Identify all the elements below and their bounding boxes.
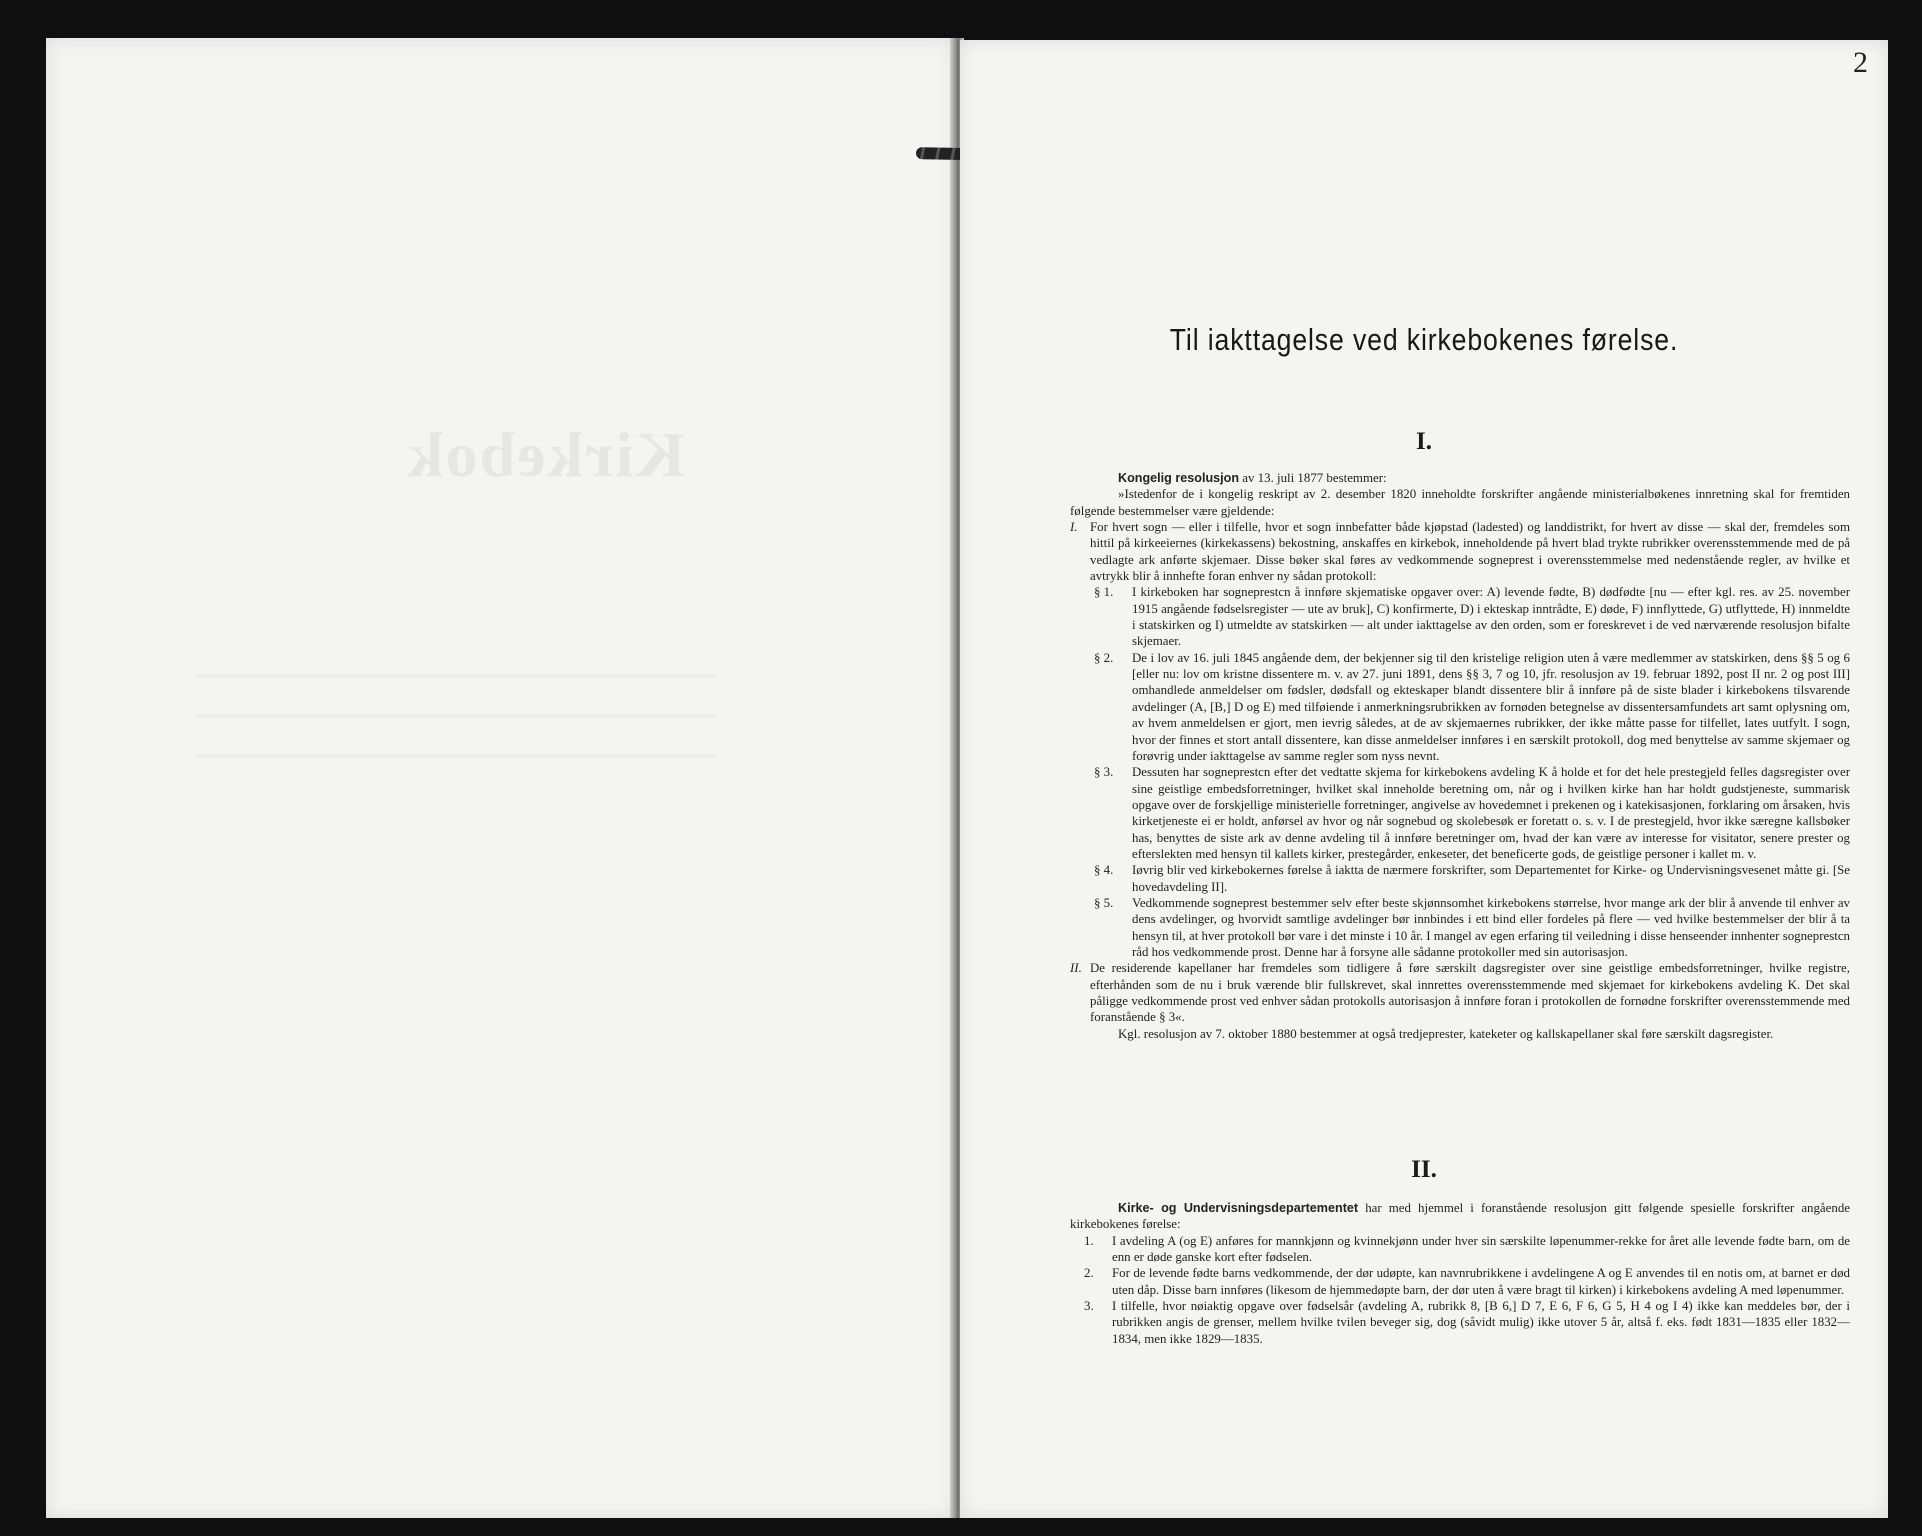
paragraph-2-number: § 2. (1094, 650, 1114, 665)
paragraph-1 (1070, 584, 1850, 649)
section-heading-2: II. (1411, 1156, 1437, 1183)
department-intro (1070, 1200, 1850, 1233)
point-2-number: II. (1070, 961, 1082, 976)
point-2 (1070, 960, 1850, 1025)
show-through-lines (196, 638, 716, 778)
rule-1-number: 1. (1084, 1233, 1094, 1248)
page-number: 2 (1853, 46, 1868, 79)
section-heading-1: I. (1416, 428, 1432, 455)
paragraph-5-text: Vedkommende sogneprest bestemmer selv efter beste skjønnsomhet kirkebokens størrelse, hvor mange ark der blir å anvende til enhver av dens avdelinger, og hvorvidt samtlige avdelinger bør innbindes i ett bind eller fordeles på flere — ved hvilke bestemmelser der blir å ta hensyn til, at hver protokoll bør vare i det minste i 10 år. I mangel av egen erfaring til veiledning i disse henseender innhenter sogneprestcn råd hos vedkommende prost. Denne har å forsyne alle sådanne protokoller med sin autorisasjon. (1132, 895, 1850, 959)
rule-1-text: I avdeling A (og E) anføres for mannkjønn og kvinnekjønn under hver sin særskilte løpenummer-rekke for året alle levende fødte barn, om de enn er døde ganske kort efter fødselen. (1112, 1233, 1850, 1265)
department-lead: Kirke- og Undervisningsdepartementet (1118, 1201, 1359, 1215)
paragraph-1-number: § 1. (1094, 585, 1114, 600)
show-through-text: Kirkebok (406, 419, 686, 490)
rule-3-text: I tilfelle, hvor nøiaktig opgave over fødselsår (avdeling A, rubrikk 8, [B 6,] D 7, E 6, F 6, G 5, H 4 og I 4) ikke kan meddeles bør, der i rubrikken angis de grenser, mellem hvilke tvilen beveger sig, dog (såvidt mulig) ikke utover 5 år, altså f. eks. født 1831—1835 eller 1832—1834, men ikke 1829—1835. (1112, 1299, 1850, 1346)
paragraph-5-number: § 5. (1094, 895, 1114, 910)
rule-1 (1070, 1233, 1850, 1266)
department-intro-text: har med hjemmel i foranstående resolusjon gitt følgende spesielle forskrifter angående kirkebokenes førelse: (1070, 1201, 1850, 1232)
paragraph-3 (1070, 764, 1850, 862)
resolution-date: av 13. juli 1877 bestemmer: (1239, 471, 1387, 485)
resolution-lead: Kongelig resolusjon (1118, 471, 1240, 485)
paragraph-4-number: § 4. (1094, 863, 1114, 878)
resolution-intro (1070, 470, 1850, 486)
paragraph-2-text: De i lov av 16. juli 1845 angående dem, der bekjenner sig til den kristelige religion uten å være medlemmer av statskirken, dens §§ 5 og 6 [eller nu: lov om kristne dissentere m. v. av 27. juni 1891, dens §§ 3, 7 og 10, jfr. resolusjon av 19. februar 1892, post II nr. 2 og post III] omhandlede anmeldelser om fødsler, dødsfall og ekteskaper blandt dissentere blir å innføre på de siste blader i kirkebokens tilsvarende avdelinger (A, [B,] D og E) med tilføiende i anmerkningsrubrikken av fornøden betegnelse av dissentersamfundets art samt oplysning om, av hvem anmeldelsen er gjort, men ievrig således, at de av skjemaernes rubrikker, der ikke måtte passe for tilfellet, lates uutfylt. I sogn, hvor der finnes et stort antall dissentere, kan disse anmeldelser innføres i en særskilt protokoll, dog med benyttelse av samme skjemaer og forøvrig under iakttagelse av samme regler som nyss nevnt. (1132, 650, 1850, 763)
rule-2 (1070, 1265, 1850, 1298)
point-1-number: I. (1070, 520, 1078, 535)
point-2-text: De residerende kapellaner har fremdeles som tidligere å føre særskilt dagsregister over sine geistlige embedsforretninger, hvilke registre, efterhånden som de nu i bruk værende blir fullskrevet, skal innrettes overensstemmende med skjemaet for kirkebokens avdeling K. Det skal påligge vedkommende prost ved enhver sådan protokolls autorisasjon å innføre foran i protokollen de fornødne forskrifter overensstemmende med foranstående § 3«. (1090, 961, 1850, 1025)
rule-2-number: 2. (1084, 1266, 1094, 1281)
paragraph-4 (1070, 862, 1850, 895)
rule-2-text: For de levende fødte barns vedkommende, der dør udøpte, kan navnrubrikkene i avdelingene A og E anvendes til en notis om, at barnet er død uten dåp. Disse barn innføres (likesom de hjemmedøpte barn, der dør uten å være bragt til kirken) i kirkebokens avdeling A med løpenummer. (1112, 1266, 1850, 1297)
paragraph-5 (1070, 895, 1850, 960)
rule-3-number: 3. (1084, 1299, 1094, 1314)
paragraph-1-text: I kirkeboken har sogneprestcn å innføre skjematiske opgaver over: A) levende fødte, B) dødfødte [nu — efter kgl. res. av 25. november 1915 angående fødselsregister — ute av bruk], C) konfirmerte, D) i ekteskap inntrådte, E) døde, F) innflyttede, G) utflyttede, H) innmeldte i statskirken og I) utmeldte av statskirken — alt under iakttagelse av den orden, som er foreskrevet i de ved nærværende resolusjon bifalte skjemaer. (1132, 585, 1850, 649)
paragraph-3-text: Dessuten har sogneprestcn efter det vedtatte skjema for kirkebokens avdeling K å holde et for det hele prestegjeld felles dagsregister over sine geistlige embedsforretninger, hvilket skal inneholde beretning om, når og i hvilken kirke han har holdt gudstjeneste, summarisk opgave over de forskjellige ministerielle forretninger, angivelse av hovedemnet i prekenen og i katekisasjonen, forklaring om årsaken, hvis kirketjeneste ei er holdt, anførsel av hvor og når sognebud og skolebesøk er foretatt o. s. v. I de prestegjeld, hvor ikke særegne kallsbøker has, benyttes de siste ark av denne avdeling til å innføre beretninger om, hvad der kan være av interesse for visitator, senere prester og efterslekten med hensyn til kallets kirker, prestegårder, enkeseter, det beneficerte gods, de geistlige personer i kallet m. v. (1132, 765, 1850, 861)
section-one-body (1070, 470, 1850, 1042)
left-page (46, 38, 954, 1518)
right-page (960, 40, 1888, 1518)
paragraph-4-text: Iøvrig blir ved kirkebokernes førelse å iaktta de nærmere forskrifter, som Departementet for Kirke- og Undervisningsvesenet måtte gi. [Se hovedavdeling II]. (1132, 863, 1850, 894)
point-1-text: For hvert sogn — eller i tilfelle, hvor et sogn innbefatter både kjøpstad (ladested) og landdistrikt, for hvert av disse — skal der, fremdeles som hittil på kirkeeiernes (kirkekassens) bekostning, anskaffes en kirkebok, inneholdende på hvert blad trykte rubrikker overensstemmende med de på vedlagte ark anførte skjemaer. Disse bøker skal føres av vedkommende sogneprest i overensstemmelse med nedenstående regler, av hvilke et avtrykk blir å innhefte foran enhver ny sådan protokoll: (1090, 520, 1850, 584)
page-title: Til iakttagelse ved kirkebokenes førelse. (1169, 322, 1679, 357)
resolution-1880: Kgl. resolusjon av 7. oktober 1880 bestemmer at også tredjeprester, kateketer og kallskapellaner skal føre særskilt dagsregister. (1118, 1026, 1774, 1041)
point-1 (1070, 519, 1850, 584)
section-two-body (1070, 1200, 1850, 1347)
paragraph-3-number: § 3. (1094, 765, 1114, 780)
resolution-quote: »Istedenfor de i kongelig reskript av 2. desember 1820 inneholdte forskrifter angående ministerialbøkenes innretning skal for fremtiden følgende bestemmelser være gjeldende: (1070, 487, 1850, 518)
rule-3 (1070, 1298, 1850, 1347)
paragraph-2 (1070, 650, 1850, 764)
